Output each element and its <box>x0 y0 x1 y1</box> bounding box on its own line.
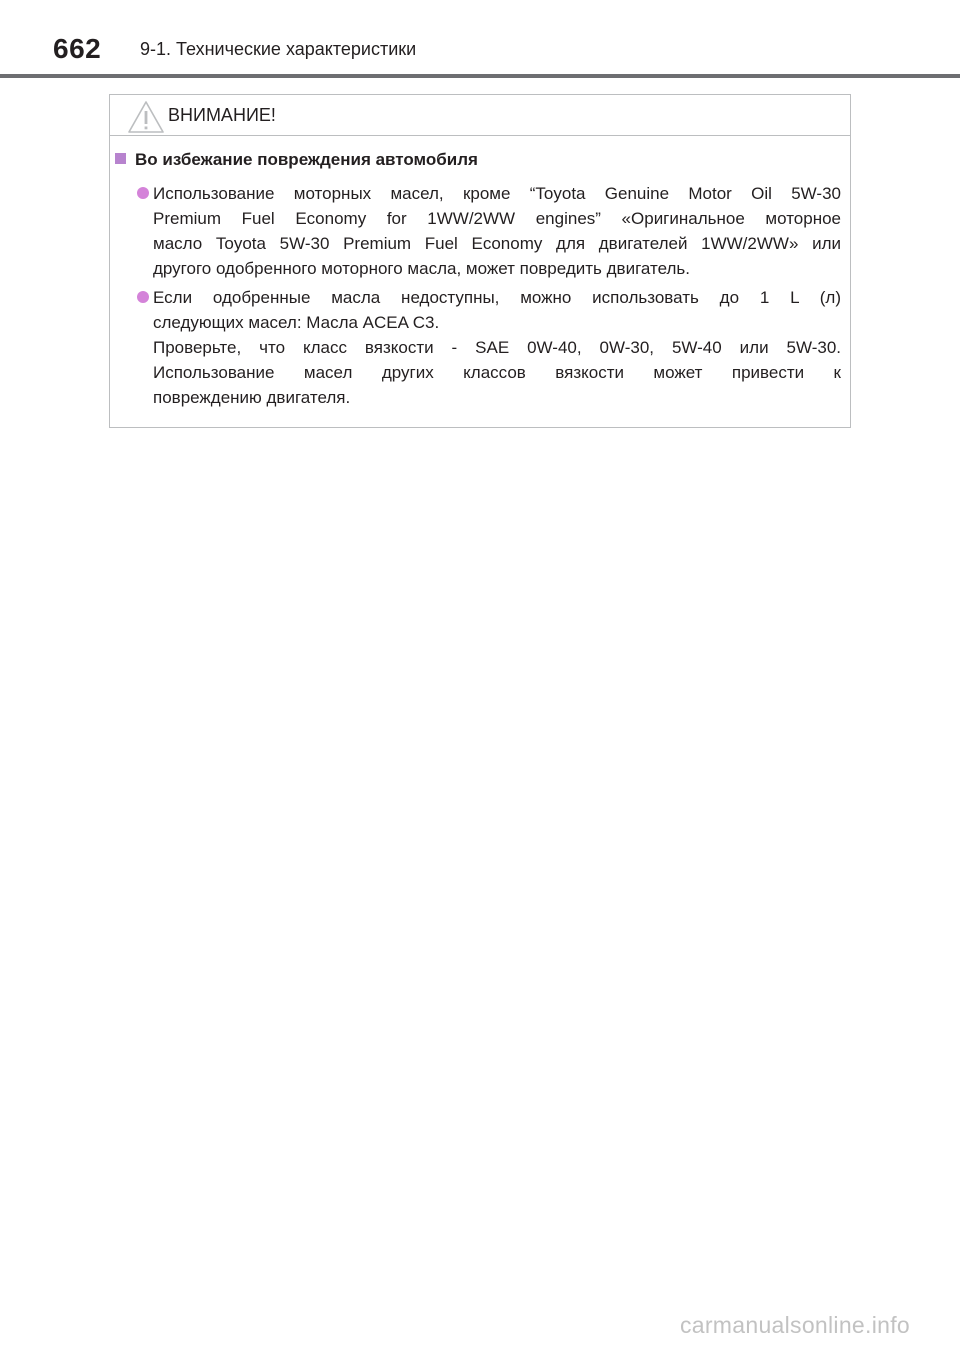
warning-subheading-text: Во избежание повреждения автомобиля <box>135 150 478 169</box>
round-bullet-icon <box>137 187 149 199</box>
warning-item-2-line-4: Использование масел других классов вязкости может привести к <box>153 363 841 382</box>
warning-header <box>110 95 850 136</box>
warning-item-1 <box>153 181 841 281</box>
warning-item-1-line-4: другого одобренного моторного масла, может повредить двигатель. <box>153 259 690 278</box>
warning-subheading <box>115 150 478 170</box>
warning-box <box>109 94 851 428</box>
page-header <box>0 0 960 80</box>
warning-item-2 <box>153 285 841 410</box>
warning-triangle-icon <box>127 100 165 134</box>
warning-item-1-line-3: масло Toyota 5W-30 Premium Fuel Economy для двигателей 1WW/2WW» или <box>153 234 841 253</box>
warning-item-2-line-2: следующих масел: Масла ACEA C3. <box>153 313 440 332</box>
round-bullet-icon <box>137 291 149 303</box>
header-divider <box>0 74 960 78</box>
warning-title: ВНИМАНИЕ! <box>168 105 276 125</box>
watermark: carmanualsonline.info <box>679 1312 910 1338</box>
warning-item-2-line-3: Проверьте, что класс вязкости - SAE 0W-40, 0W-30, 5W-40 или 5W-30. <box>153 338 841 357</box>
warning-item-1-line-2: Premium Fuel Economy for 1WW/2WW engines” «Оригинальное моторное <box>153 209 841 228</box>
warning-item-2-line-1: Если одобренные масла недоступны, можно использовать до 1 L (л) <box>153 288 841 307</box>
warning-item-1-line-1: Использование моторных масел, кроме “Toyota Genuine Motor Oil 5W-30 <box>153 184 841 203</box>
warning-item-2-line-5: повреждению двигателя. <box>153 388 351 407</box>
square-bullet-icon <box>115 153 126 164</box>
page-number: 662 <box>53 33 102 64</box>
section-title: 9-1. Технические характеристики <box>140 39 417 59</box>
